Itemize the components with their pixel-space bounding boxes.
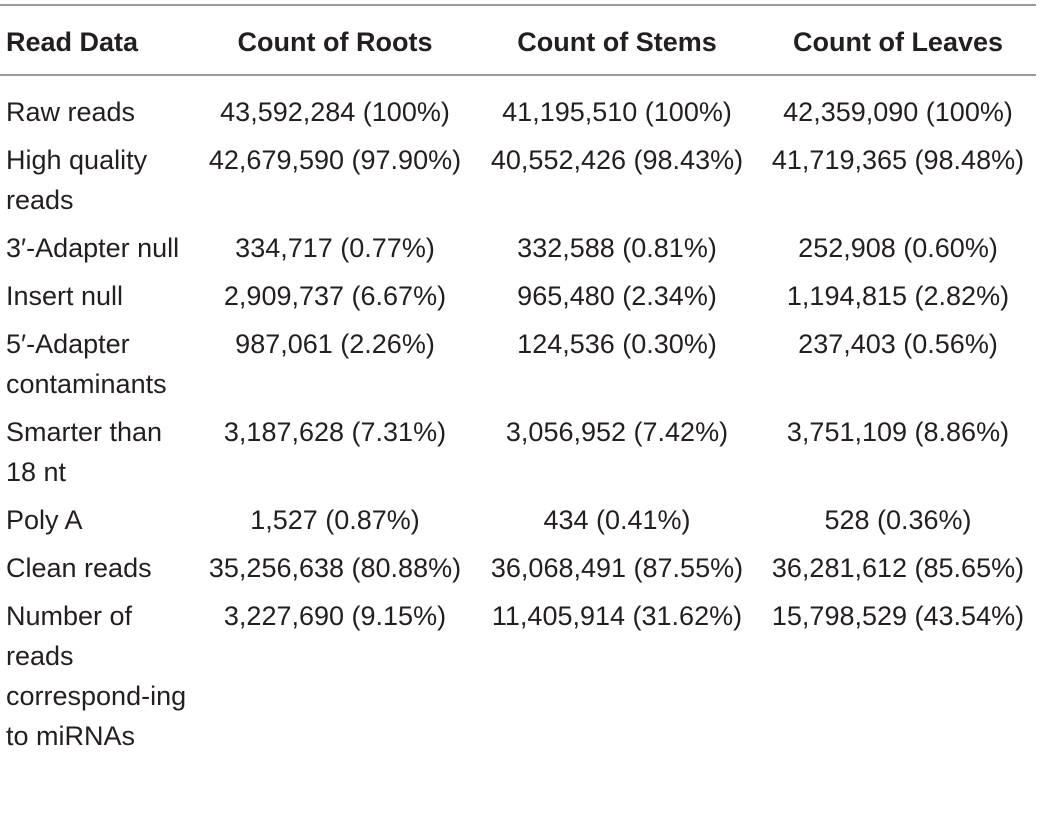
row-label: High quality reads bbox=[6, 145, 148, 215]
cell-leaves: 42,359,090 (100%) bbox=[783, 97, 1013, 127]
read-data-table bbox=[0, 4, 1036, 764]
table-row bbox=[0, 412, 1036, 500]
cell-stems: 36,068,491 (87.55%) bbox=[490, 553, 744, 583]
cell-stems: 3,056,952 (7.42%) bbox=[505, 417, 729, 447]
header-count-of-stems: Count of Stems bbox=[474, 5, 760, 75]
cell-roots: 43,592,284 (100%) bbox=[220, 97, 450, 127]
cell-roots: 42,679,590 (97.90%) bbox=[208, 145, 462, 175]
cell-leaves: 36,281,612 (85.65%) bbox=[771, 553, 1025, 583]
cell-stems: 41,195,510 (100%) bbox=[502, 97, 732, 127]
row-label: Poly A bbox=[6, 505, 83, 535]
table-row bbox=[0, 140, 1036, 228]
table-row bbox=[0, 324, 1036, 412]
cell-leaves: 3,751,109 (8.86%) bbox=[786, 417, 1010, 447]
table-row bbox=[0, 228, 1036, 276]
row-label: Insert null bbox=[6, 281, 124, 311]
cell-roots: 334,717 (0.77%) bbox=[235, 233, 435, 263]
row-label: Smarter than 18 nt bbox=[6, 417, 163, 487]
header-read-data: Read Data bbox=[0, 5, 196, 75]
header-count-of-roots: Count of Roots bbox=[196, 5, 474, 75]
table-row bbox=[0, 276, 1036, 324]
header-row bbox=[0, 5, 1036, 75]
cell-stems: 11,405,914 (31.62%) bbox=[491, 601, 743, 631]
row-label: Clean reads bbox=[6, 553, 152, 583]
table-row bbox=[0, 500, 1036, 548]
cell-stems: 40,552,426 (98.43%) bbox=[490, 145, 744, 175]
cell-leaves: 15,798,529 (43.54%) bbox=[771, 601, 1025, 631]
cell-roots: 2,909,737 (6.67%) bbox=[223, 281, 447, 311]
table-row bbox=[0, 75, 1036, 140]
cell-roots: 35,256,638 (80.88%) bbox=[208, 553, 462, 583]
cell-roots: 1,527 (0.87%) bbox=[250, 505, 420, 535]
row-label: Raw reads bbox=[6, 97, 136, 127]
row-label: 3′-Adapter null bbox=[6, 233, 180, 263]
row-label: 5′-Adapter contaminants bbox=[6, 329, 167, 399]
cell-leaves: 237,403 (0.56%) bbox=[798, 329, 998, 359]
table-body bbox=[0, 75, 1036, 764]
header-count-of-leaves: Count of Leaves bbox=[760, 5, 1036, 75]
table-row bbox=[0, 596, 1036, 764]
cell-stems: 332,588 (0.81%) bbox=[517, 233, 717, 263]
cell-leaves: 1,194,815 (2.82%) bbox=[786, 281, 1010, 311]
cell-stems: 124,536 (0.30%) bbox=[517, 329, 717, 359]
table-header bbox=[0, 5, 1036, 75]
cell-stems: 965,480 (2.34%) bbox=[517, 281, 717, 311]
cell-roots: 3,227,690 (9.15%) bbox=[223, 601, 447, 631]
cell-leaves: 41,719,365 (98.48%) bbox=[771, 145, 1025, 175]
cell-stems: 434 (0.41%) bbox=[543, 505, 691, 535]
cell-roots: 987,061 (2.26%) bbox=[235, 329, 435, 359]
cell-roots: 3,187,628 (7.31%) bbox=[223, 417, 447, 447]
table-row bbox=[0, 548, 1036, 596]
cell-leaves: 528 (0.36%) bbox=[824, 505, 972, 535]
row-label: Number of reads correspond-ing to miRNAs bbox=[6, 601, 187, 751]
cell-leaves: 252,908 (0.60%) bbox=[798, 233, 998, 263]
